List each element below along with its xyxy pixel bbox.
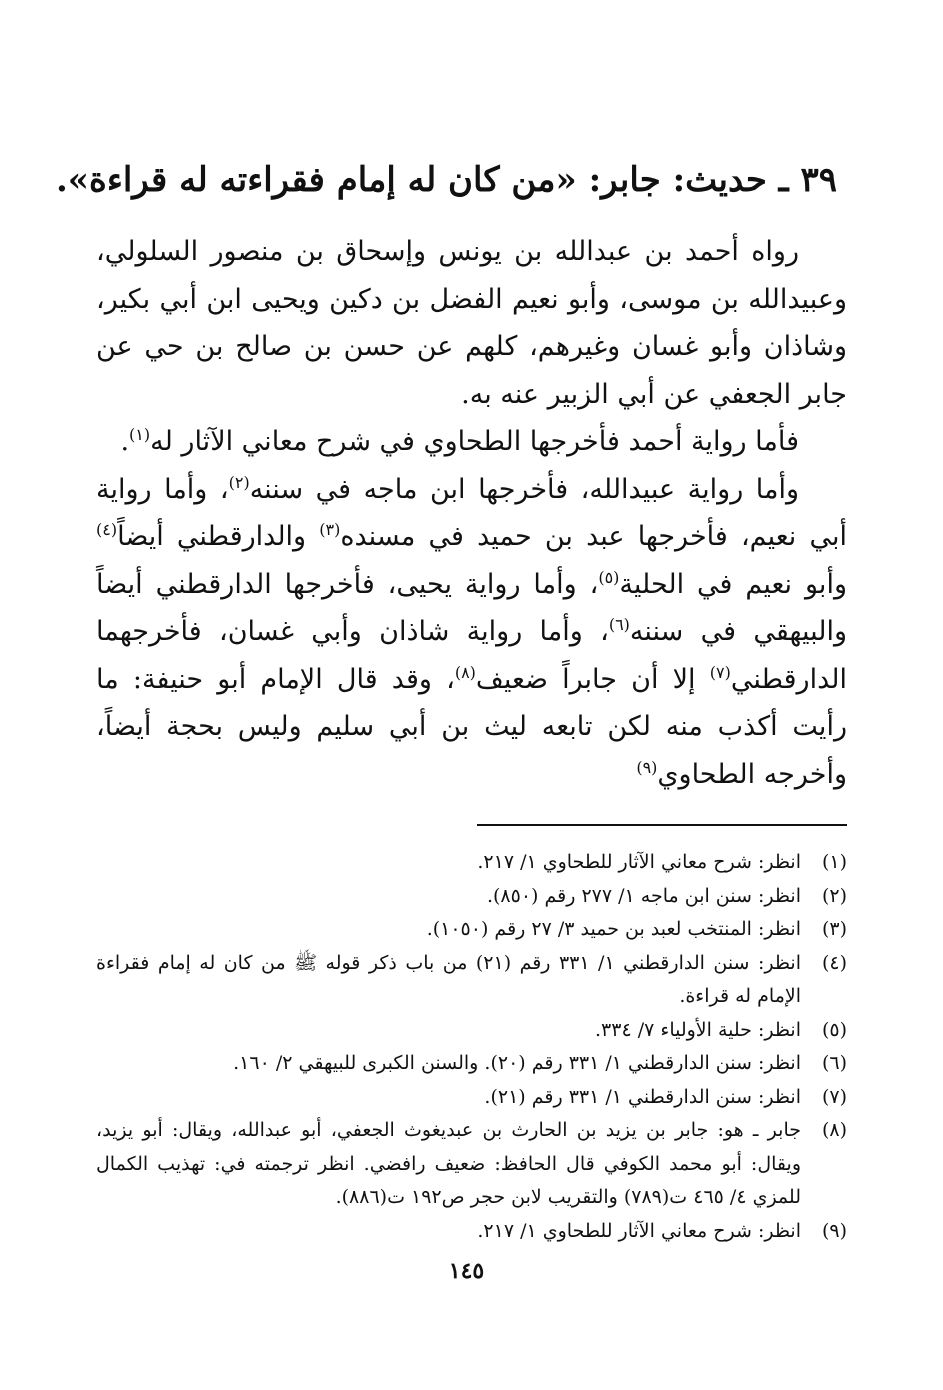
footnote-number: (٩) xyxy=(821,1219,847,1242)
footnote-text: انظر: سنن الدارقطني ١/ ٣٣١ رقم (٢٠). والسنن الكبرى للبيهقي ٢/ ١٦٠. xyxy=(233,1052,801,1074)
footnote-divider xyxy=(477,824,847,826)
footnote-ref[interactable]: (٤) xyxy=(96,520,118,539)
footnote-number: (٨) xyxy=(821,1119,847,1141)
footnote-ref[interactable]: (٨) xyxy=(454,662,476,682)
paragraph-2 xyxy=(96,418,847,466)
paragraph-text: ، وقد قال الإمام أبو حنيفة: ما رأيت أكذب منه لكن تابعه ليث بن أبي سليم وليس بحجة أيضاً، وأخرجه الطحاوي xyxy=(96,663,847,790)
paragraph-1 xyxy=(96,228,847,418)
footnote-item xyxy=(96,880,847,914)
page-number: ١٤٥ xyxy=(448,1258,485,1284)
footnote-ref[interactable]: (٩) xyxy=(636,757,658,777)
paragraph-text: فأما رواية أحمد فأخرجها الطحاوي في شرح معاني الآثار له xyxy=(150,426,799,457)
footnotes-list xyxy=(96,846,847,1248)
footnote-number: (٤) xyxy=(821,951,847,974)
footnote-number: (٦) xyxy=(821,1052,847,1074)
footnote-text: انظر: سنن ابن ماجه ١/ ٢٧٧ رقم (٨٥٠). xyxy=(486,884,801,907)
paragraph-text: إلا أن جابراً ضعيف xyxy=(475,663,710,695)
footnote-ref[interactable]: (٣) xyxy=(319,520,341,539)
paragraph-text: ، وأما رواية شاذان وأبي غسان، فأخرجهما الدارقطني xyxy=(96,616,847,695)
footnote-number: (٥) xyxy=(821,1018,847,1041)
footnote-text: انظر: شرح معاني الآثار للطحاوي ١/ ٢١٧. xyxy=(477,1219,801,1242)
footnote-item xyxy=(96,1047,847,1081)
paragraph-text: ، وأما رواية أبي نعيم، فأخرجها عبد بن حميد في مسنده xyxy=(96,473,847,552)
footnote-ref[interactable]: (١) xyxy=(129,425,151,444)
footnote-number: (٣) xyxy=(821,918,847,940)
paragraph-text: رواه أحمد بن عبدالله بن يونس وإسحاق بن منصور السلولي، وعبيدالله بن موسى، وأبو نعيم الفضل بن دكين ويحيى ابن أبي بكير، وشاذان وأبو غسان وغيرهم، كلهم عن حسن بن صالح بن حي عن جابر الجعفي عن أبي الزبير عنه به. xyxy=(96,236,847,410)
book-page xyxy=(55,150,848,1284)
paragraph-text: . xyxy=(120,426,130,457)
paragraph-text: وأما رواية عبيدالله، فأخرجها ابن ماجه في سننه xyxy=(249,473,799,505)
footnote-text: انظر: سنن الدارقطني ١/ ٣٣١ رقم (٢١) من باب ذكر قوله ﷺ من كان له إمام فقراءة الإمام له قراءة. xyxy=(96,951,801,1007)
footnote-item xyxy=(96,1114,847,1215)
paragraph-text: ، وأما رواية يحيى، فأخرجها الدارقطني أيضاً والبيهقي في سننه xyxy=(96,568,848,647)
paragraph-3 xyxy=(96,466,847,799)
footnote-item xyxy=(96,913,847,947)
footnote-item xyxy=(96,1215,847,1249)
footnote-text: جابر ـ هو: جابر بن يزيد بن الحارث بن عبديغوث الجعفي، أبو عبدالله، ويقال: أبو يزيد، ويقال: أبو محمد الكوفي قال الحافظ: ضعيف رافضي. انظر ترجمته في: تهذيب الكمال للمزي ٤/ ٤٦٥ ت(٧٨٩) والتقريب لابن حجر ص١٩٢ ت(٨٨٦). xyxy=(96,1119,801,1208)
footnote-item xyxy=(96,1081,847,1115)
footnote-number: (٧) xyxy=(821,1085,847,1108)
footnote-ref[interactable]: (٥) xyxy=(598,567,620,587)
footnote-text: انظر: حلية الأولياء ٧/ ٣٣٤. xyxy=(595,1018,801,1041)
footnote-text: انظر: شرح معاني الآثار للطحاوي ١/ ٢١٧. xyxy=(477,851,801,873)
footnote-number: (٢) xyxy=(821,884,847,907)
footnote-item xyxy=(96,947,847,1014)
footnote-number: (١) xyxy=(821,851,847,873)
footnote-text: انظر: المنتخب لعبد بن حميد ٣/ ٢٧ رقم (١٠٥٠). xyxy=(426,918,801,940)
hadith-heading: ٣٩ ـ حديث: جابر: «من كان له إمام فقراءته له قراءة». xyxy=(55,160,837,200)
footnote-ref[interactable]: (٧) xyxy=(709,662,731,682)
paragraph-text: والدارقطني أيضاً xyxy=(117,521,320,552)
footnote-item xyxy=(96,846,847,880)
footnote-item xyxy=(96,1014,847,1048)
paragraph-text: وأبو نعيم في الحلية xyxy=(619,568,847,600)
footnote-ref[interactable]: (٦) xyxy=(608,615,630,634)
footnote-text: انظر: سنن الدارقطني ١/ ٣٣١ رقم (٢١). xyxy=(484,1085,801,1108)
footnote-ref[interactable]: (٢) xyxy=(228,472,250,492)
